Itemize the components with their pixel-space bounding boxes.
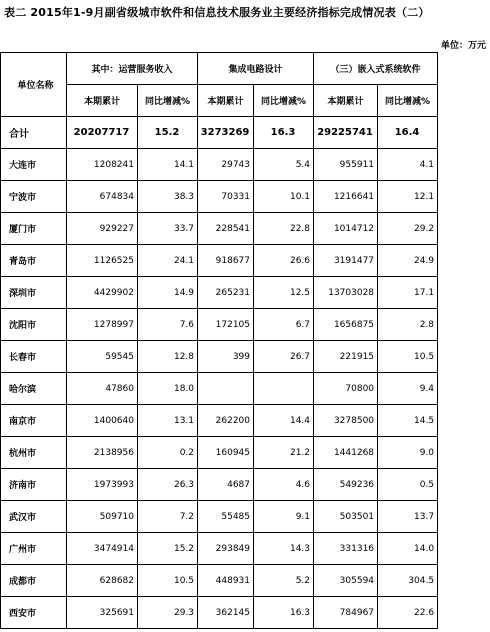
city-name-cell: 厦门市 (1, 213, 67, 245)
city-name-cell: 大连市 (1, 149, 67, 181)
cumulative-value-cell: 70331 (198, 181, 254, 213)
indicator-table (0, 52, 438, 629)
city-column-header: 单位名称 (1, 53, 67, 117)
yoy-change-cell: 5.2 (254, 565, 314, 597)
yoy-change-cell: 0.2 (138, 437, 198, 469)
yoy-change-cell: 21.2 (254, 437, 314, 469)
cumulative-value-cell: 1014712 (314, 213, 378, 245)
group-header-embedded-software: （三）嵌入式系统软件 (314, 53, 438, 85)
cumulative-value-cell: 1278997 (67, 309, 138, 341)
cumulative-value-cell: 70800 (314, 373, 378, 405)
city-name-cell: 武汉市 (1, 501, 67, 533)
cumulative-value-cell: 3273269 (198, 117, 254, 149)
yoy-change-cell: 29.3 (138, 597, 198, 629)
cumulative-value-cell: 362145 (198, 597, 254, 629)
table-row (1, 245, 438, 277)
city-name-cell: 哈尔滨 (1, 373, 67, 405)
yoy-change-cell: 14.9 (138, 277, 198, 309)
group-header-ic-design: 集成电路设计 (198, 53, 314, 85)
yoy-change-cell: 10.5 (378, 341, 438, 373)
cumulative-value-cell: 305594 (314, 565, 378, 597)
yoy-change-cell: 14.4 (254, 405, 314, 437)
cumulative-value-cell: 221915 (314, 341, 378, 373)
city-name-cell: 青岛市 (1, 245, 67, 277)
cumulative-value-cell: 399 (198, 341, 254, 373)
cumulative-value-cell: 955911 (314, 149, 378, 181)
yoy-change-cell: 4.1 (378, 149, 438, 181)
table-row (1, 565, 438, 597)
cumulative-value-cell: 325691 (67, 597, 138, 629)
table-row (1, 373, 438, 405)
cumulative-value-cell: 13703028 (314, 277, 378, 309)
cumulative-value-cell: 509710 (67, 501, 138, 533)
cumulative-value-cell: 55485 (198, 501, 254, 533)
cumulative-value-cell: 3278500 (314, 405, 378, 437)
yoy-change-cell: 13.1 (138, 405, 198, 437)
yoy-change-cell: 24.9 (378, 245, 438, 277)
cumulative-value-cell: 293849 (198, 533, 254, 565)
yoy-change-cell: 38.3 (138, 181, 198, 213)
yoy-change-cell: 16.4 (378, 117, 438, 149)
city-name-cell: 沈阳市 (1, 309, 67, 341)
yoy-change-cell: 5.4 (254, 149, 314, 181)
yoy-change-cell: 12.1 (378, 181, 438, 213)
cumulative-value-cell: 47860 (67, 373, 138, 405)
table-row (1, 501, 438, 533)
yoy-change-cell: 17.1 (378, 277, 438, 309)
table-row (1, 309, 438, 341)
cumulative-value-cell: 1656875 (314, 309, 378, 341)
group-header-operation-revenue: 其中：运营服务收入 (67, 53, 198, 85)
yoy-change-cell: 9.0 (378, 437, 438, 469)
header-row-sub (1, 85, 438, 117)
city-name-cell: 杭州市 (1, 437, 67, 469)
cumulative-value-cell: 448931 (198, 565, 254, 597)
cumulative-value-cell: 3191477 (314, 245, 378, 277)
cumulative-value-cell: 228541 (198, 213, 254, 245)
subheader-current: 本期累计 (314, 85, 378, 117)
cumulative-value-cell: 4687 (198, 469, 254, 501)
subheader-yoy: 同比增减% (254, 85, 314, 117)
table-row (1, 533, 438, 565)
cumulative-value-cell: 172105 (198, 309, 254, 341)
yoy-change-cell: 22.6 (378, 597, 438, 629)
subheader-current: 本期累计 (198, 85, 254, 117)
cumulative-value-cell: 549236 (314, 469, 378, 501)
yoy-change-cell: 26.7 (254, 341, 314, 373)
total-row (1, 117, 438, 149)
yoy-change-cell: 7.2 (138, 501, 198, 533)
cumulative-value-cell: 160945 (198, 437, 254, 469)
table-row (1, 277, 438, 309)
yoy-change-cell: 12.5 (254, 277, 314, 309)
city-name-cell: 广州市 (1, 533, 67, 565)
yoy-change-cell: 15.2 (138, 533, 198, 565)
yoy-change-cell: 0.5 (378, 469, 438, 501)
yoy-change-cell: 2.8 (378, 309, 438, 341)
table-row (1, 213, 438, 245)
yoy-change-cell: 9.4 (378, 373, 438, 405)
cumulative-value-cell: 1441268 (314, 437, 378, 469)
yoy-change-cell: 29.2 (378, 213, 438, 245)
city-name-cell: 合计 (1, 117, 67, 149)
city-name-cell: 成都市 (1, 565, 67, 597)
yoy-change-cell: 4.6 (254, 469, 314, 501)
yoy-change-cell: 14.0 (378, 533, 438, 565)
city-name-cell: 长春市 (1, 341, 67, 373)
cumulative-value-cell: 929227 (67, 213, 138, 245)
city-name-cell: 西安市 (1, 597, 67, 629)
cumulative-value-cell: 628682 (67, 565, 138, 597)
yoy-change-cell: 7.6 (138, 309, 198, 341)
cumulative-value-cell: 59545 (67, 341, 138, 373)
cumulative-value-cell: 262200 (198, 405, 254, 437)
yoy-change-cell: 10.1 (254, 181, 314, 213)
yoy-change-cell: 14.1 (138, 149, 198, 181)
city-name-cell: 济南市 (1, 469, 67, 501)
yoy-change-cell: 10.5 (138, 565, 198, 597)
unit-label: 单位：万元 (440, 41, 486, 51)
yoy-change-cell: 6.7 (254, 309, 314, 341)
table-row (1, 469, 438, 501)
subheader-yoy: 同比增减% (378, 85, 438, 117)
cumulative-value-cell: 4429902 (67, 277, 138, 309)
table-row (1, 597, 438, 629)
cumulative-value-cell: 674834 (67, 181, 138, 213)
yoy-change-cell: 26.6 (254, 245, 314, 277)
table-row (1, 181, 438, 213)
yoy-change-cell: 14.3 (254, 533, 314, 565)
cumulative-value-cell: 2138956 (67, 437, 138, 469)
yoy-change-cell: 12.8 (138, 341, 198, 373)
city-name-cell: 南京市 (1, 405, 67, 437)
table-row (1, 437, 438, 469)
city-name-cell: 宁波市 (1, 181, 67, 213)
table-row (1, 405, 438, 437)
yoy-change-cell: 24.1 (138, 245, 198, 277)
yoy-change-cell: 26.3 (138, 469, 198, 501)
subheader-current: 本期累计 (67, 85, 138, 117)
cumulative-value-cell: 1216641 (314, 181, 378, 213)
yoy-change-cell: 33.7 (138, 213, 198, 245)
yoy-change-cell: 9.1 (254, 501, 314, 533)
table-row (1, 341, 438, 373)
yoy-change-cell (254, 373, 314, 405)
cumulative-value-cell: 784967 (314, 597, 378, 629)
cumulative-value-cell: 1126525 (67, 245, 138, 277)
yoy-change-cell: 18.0 (138, 373, 198, 405)
yoy-change-cell: 22.8 (254, 213, 314, 245)
city-name-cell: 深圳市 (1, 277, 67, 309)
cumulative-value-cell: 331316 (314, 533, 378, 565)
cumulative-value-cell: 1208241 (67, 149, 138, 181)
yoy-change-cell: 16.3 (254, 117, 314, 149)
header-row-groups (1, 53, 438, 85)
subheader-yoy: 同比增减% (138, 85, 198, 117)
cumulative-value-cell: 3474914 (67, 533, 138, 565)
cumulative-value-cell: 918677 (198, 245, 254, 277)
table-title: 表二 2015年1-9月副省级城市软件和信息技术服务业主要经济指标完成情况表（二） (4, 6, 430, 19)
cumulative-value-cell: 1973993 (67, 469, 138, 501)
yoy-change-cell: 16.3 (254, 597, 314, 629)
cumulative-value-cell: 265231 (198, 277, 254, 309)
yoy-change-cell: 14.5 (378, 405, 438, 437)
cumulative-value-cell: 1400640 (67, 405, 138, 437)
yoy-change-cell: 13.7 (378, 501, 438, 533)
table-row (1, 149, 438, 181)
cumulative-value-cell (198, 373, 254, 405)
yoy-change-cell: 15.2 (138, 117, 198, 149)
cumulative-value-cell: 20207717 (67, 117, 138, 149)
cumulative-value-cell: 29225741 (314, 117, 378, 149)
yoy-change-cell: 304.5 (378, 565, 438, 597)
cumulative-value-cell: 29743 (198, 149, 254, 181)
cumulative-value-cell: 503501 (314, 501, 378, 533)
